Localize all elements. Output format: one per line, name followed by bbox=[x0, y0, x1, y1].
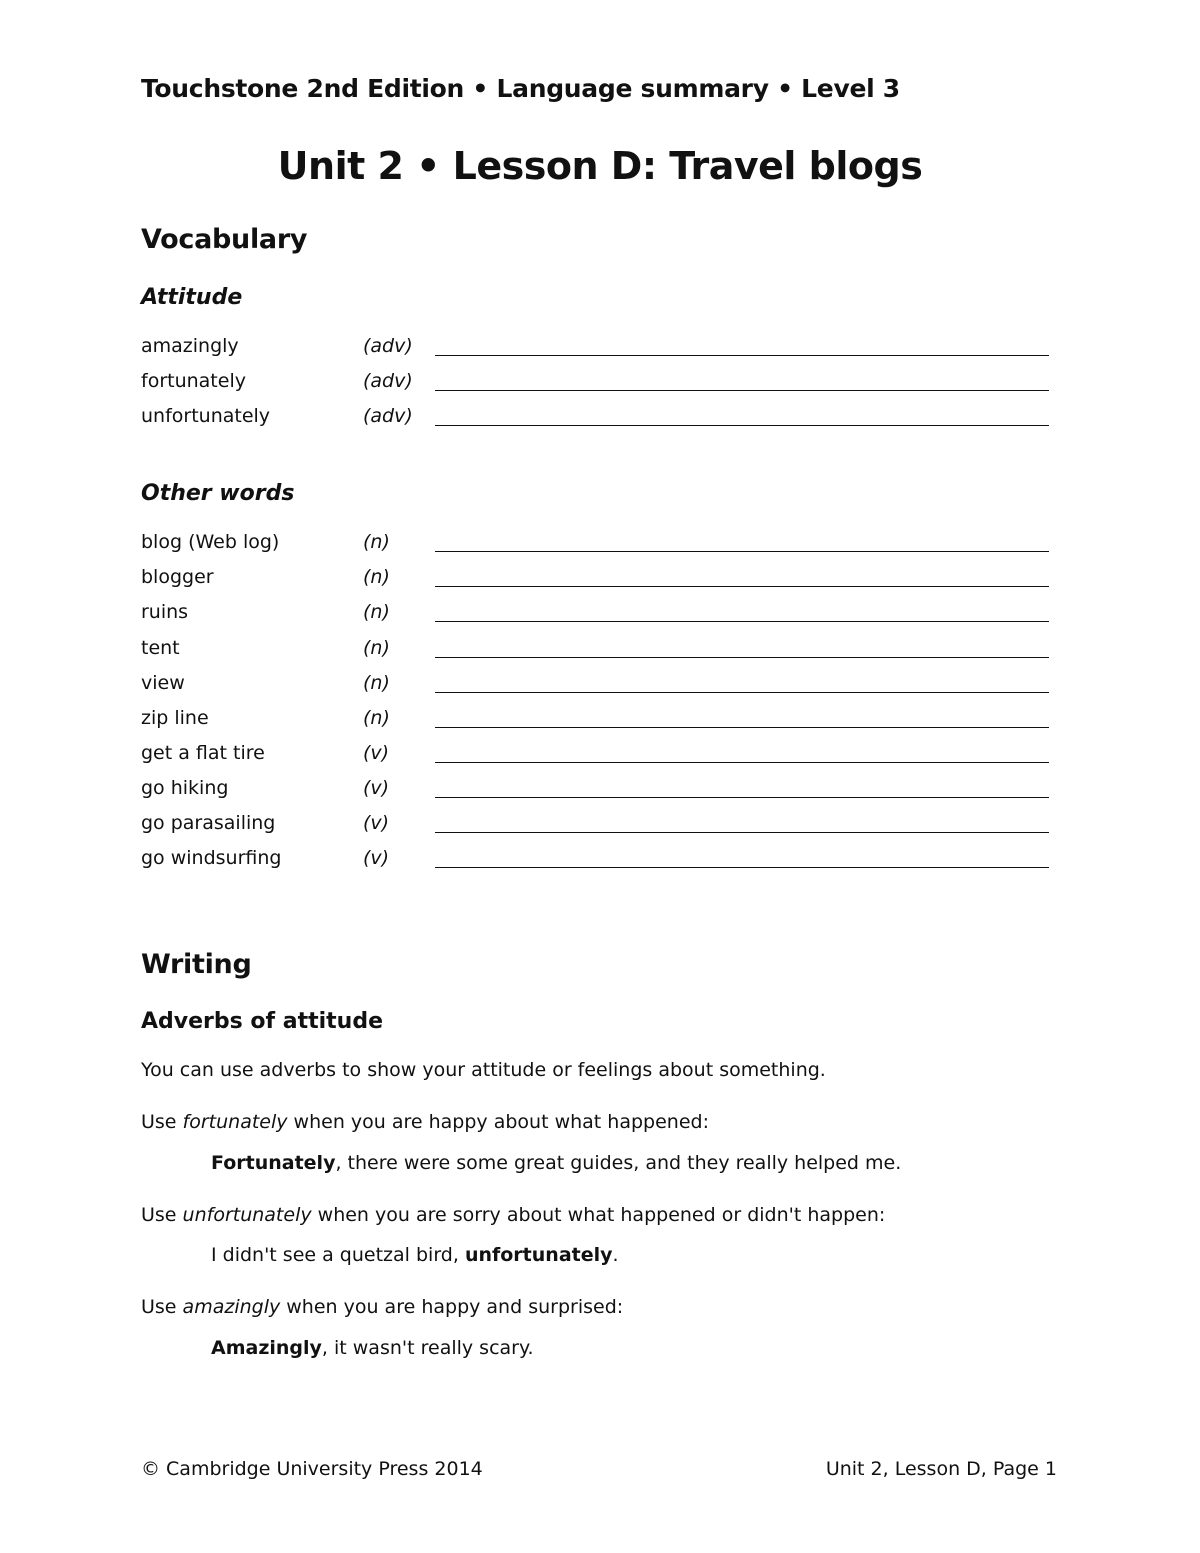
vocab-row bbox=[0, 601, 1200, 636]
writing-heading: Writing bbox=[141, 949, 252, 980]
answer-line bbox=[435, 867, 1049, 868]
vocab-row bbox=[0, 672, 1200, 707]
rule-text bbox=[141, 1204, 885, 1226]
footer-page-number: Unit 2, Lesson D, Page 1 bbox=[825, 1458, 1057, 1480]
vocab-word: view bbox=[141, 672, 185, 694]
answer-line bbox=[435, 692, 1049, 693]
vocab-pos: (v) bbox=[363, 777, 390, 799]
example-bold: unfortunately bbox=[464, 1244, 613, 1266]
vocab-pos: (n) bbox=[363, 672, 390, 694]
example-text: I didn't see a quetzal bird, bbox=[211, 1244, 465, 1266]
answer-line bbox=[435, 621, 1049, 622]
vocab-row bbox=[0, 742, 1200, 777]
rule-term: amazingly bbox=[182, 1296, 281, 1318]
answer-line bbox=[435, 355, 1049, 356]
vocab-word: blogger bbox=[141, 566, 214, 588]
vocab-row bbox=[0, 812, 1200, 847]
answer-line bbox=[435, 762, 1049, 763]
vocab-row bbox=[0, 531, 1200, 566]
vocab-pos: (adv) bbox=[363, 405, 413, 427]
vocab-row bbox=[0, 707, 1200, 742]
example-bold: Fortunately bbox=[211, 1152, 336, 1174]
vocabulary-heading: Vocabulary bbox=[141, 224, 308, 255]
vocab-word: zip line bbox=[141, 707, 209, 729]
vocab-pos: (v) bbox=[363, 812, 390, 834]
vocab-row bbox=[0, 777, 1200, 812]
answer-line bbox=[435, 797, 1049, 798]
answer-line bbox=[435, 586, 1049, 587]
rule-text bbox=[141, 1296, 623, 1318]
vocab-pos: (v) bbox=[363, 847, 390, 869]
vocab-word: ruins bbox=[141, 601, 189, 623]
rule-post: when you are happy about what happened: bbox=[287, 1111, 709, 1133]
vocab-word: blog (Web log) bbox=[141, 531, 280, 553]
rule-pre: Use bbox=[141, 1111, 183, 1133]
vocab-pos: (n) bbox=[363, 637, 390, 659]
rule-example bbox=[211, 1244, 619, 1266]
vocab-row bbox=[0, 370, 1200, 405]
rule-term: fortunately bbox=[182, 1111, 288, 1133]
vocab-pos: (n) bbox=[363, 531, 390, 553]
vocab-word: fortunately bbox=[141, 370, 246, 392]
answer-line bbox=[435, 727, 1049, 728]
vocab-pos: (adv) bbox=[363, 335, 413, 357]
document-header: Touchstone 2nd Edition • Language summary • Level 3 bbox=[141, 74, 900, 103]
attitude-heading: Attitude bbox=[141, 285, 243, 310]
example-bold: Amazingly bbox=[211, 1337, 322, 1359]
answer-line bbox=[435, 425, 1049, 426]
vocab-pos: (adv) bbox=[363, 370, 413, 392]
rule-pre: Use bbox=[141, 1204, 183, 1226]
rule-text bbox=[141, 1111, 709, 1133]
answer-line bbox=[435, 832, 1049, 833]
rule-example bbox=[211, 1152, 901, 1174]
vocab-row bbox=[0, 566, 1200, 601]
adverbs-heading: Adverbs of attitude bbox=[141, 1009, 383, 1034]
vocab-pos: (n) bbox=[363, 601, 390, 623]
vocab-row bbox=[0, 405, 1200, 440]
vocab-word: go hiking bbox=[141, 777, 229, 799]
example-text: , it wasn't really scary. bbox=[321, 1337, 534, 1359]
vocab-word: go windsurfing bbox=[141, 847, 282, 869]
vocab-pos: (n) bbox=[363, 566, 390, 588]
vocab-word: tent bbox=[141, 637, 180, 659]
vocab-pos: (v) bbox=[363, 742, 390, 764]
answer-line bbox=[435, 551, 1049, 552]
example-text: , there were some great guides, and they really helped me. bbox=[335, 1152, 902, 1174]
vocab-word: amazingly bbox=[141, 335, 239, 357]
page-title: Unit 2 • Lesson D: Travel blogs bbox=[277, 144, 923, 188]
rule-post: when you are happy and surprised: bbox=[280, 1296, 624, 1318]
footer-copyright: © Cambridge University Press 2014 bbox=[141, 1458, 483, 1480]
rule-example bbox=[211, 1337, 534, 1359]
rule-pre: Use bbox=[141, 1296, 183, 1318]
vocab-row bbox=[0, 637, 1200, 672]
other-words-heading: Other words bbox=[141, 481, 295, 506]
rule-term: unfortunately bbox=[182, 1204, 312, 1226]
vocab-word: go parasailing bbox=[141, 812, 276, 834]
rule-post: when you are sorry about what happened or didn't happen: bbox=[311, 1204, 886, 1226]
answer-line bbox=[435, 390, 1049, 391]
vocab-pos: (n) bbox=[363, 707, 390, 729]
vocab-word: get a flat tire bbox=[141, 742, 265, 764]
vocab-row bbox=[0, 335, 1200, 370]
vocab-word: unfortunately bbox=[141, 405, 271, 427]
vocab-row bbox=[0, 847, 1200, 882]
answer-line bbox=[435, 657, 1049, 658]
writing-intro: You can use adverbs to show your attitude or feelings about something. bbox=[141, 1059, 826, 1081]
example-end: . bbox=[612, 1244, 619, 1266]
